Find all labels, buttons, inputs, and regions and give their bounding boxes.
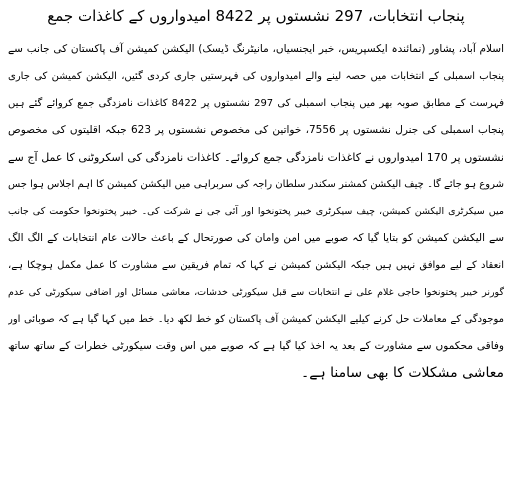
body-line: موجودگی کے معاملات حل کرنے کیلیے الیکشن کمیشن آف پاکستان کو خط لکھ دیا۔ خط میں کہا گیا ہے کہ صوبائی اور bbox=[8, 314, 504, 325]
body-line: معاشی مشکلات کا بھی سامنا ہے۔ bbox=[301, 365, 504, 381]
body-line: سے الیکشن کمیشن کو بتایا گیا کہ صوبے میں امن وامان کی صورتحال کے باعث حالات عام انتخابات کے الگ الگ bbox=[8, 232, 504, 244]
body-line: شروع ہو جائے گا۔ چیف الیکشن کمشنر سکندر سلطان راجہ کی سربراہی میں الیکشن کمیشن کا اہم اجلاس ہوا جس bbox=[8, 179, 504, 190]
body-line: اسلام آباد، پشاور (نمائندہ ایکسپریس، خبر ایجنسیاں، مانیٹرنگ ڈیسک) الیکشن کمیشن آف پاکستان کی جانب سے bbox=[8, 43, 504, 55]
body-line: گورنر خیبر پختونخوا حاجی غلام علی نے انتخابات سے قبل سیکورٹی خدشات، معاشی مسائل اور اضافی سیکورٹی کی عدم bbox=[8, 287, 504, 298]
body-line: وفاقی محکموں سے مشاورت کے بعد یہ اخذ کیا گیا ہے کہ صوبے میں اس وقت سیکورٹی خطرات کے ساتھ ساتھ bbox=[8, 340, 504, 352]
body-line: انعقاد کے لیے موافق نہیں ہیں جبکہ الیکشن کمیشن نے کہا کہ تمام فریقین سے مشاورت کا عمل مکمل ہوچکا ہے، bbox=[8, 260, 504, 271]
body-line: میں سیکرٹری الیکشن کمیشن، چیف سیکرٹری خیبر پختونخوا اور آئی جی نے شرکت کی۔ خیبر پختونخوا حکومت کی جانب bbox=[8, 206, 504, 217]
body-line: فہرست کے مطابق صوبہ بھر میں پنجاب اسمبلی کی 297 نشستوں پر 8422 کاغذات نامزدگی جمع کروائے گئے ہیں bbox=[8, 98, 504, 109]
body-line: نشستوں پر 170 امیدواروں نے کاغذات نامزدگی جمع کروائے۔ کاغذات نامزدگی کی اسکروٹنی کا عمل آج سے bbox=[8, 151, 504, 164]
body-line: پنجاب اسمبلی کی جنرل نشستوں پر 7556، خواتین کی مخصوص نشستوں پر 623 جبکہ اقلیتوں کی مخصوص bbox=[8, 124, 504, 136]
article-body bbox=[8, 36, 504, 387]
article-headline: پنجاب انتخابات، 297 نشستوں پر 8422 امیدواروں کے کاغذات جمع bbox=[47, 7, 465, 25]
body-line: پنجاب اسمبلی کے انتخابات میں حصہ لینے والے امیدواروں کی فہرستیں جاری کردی گئیں، الیکشن کمیشن کی جاری bbox=[8, 71, 504, 82]
